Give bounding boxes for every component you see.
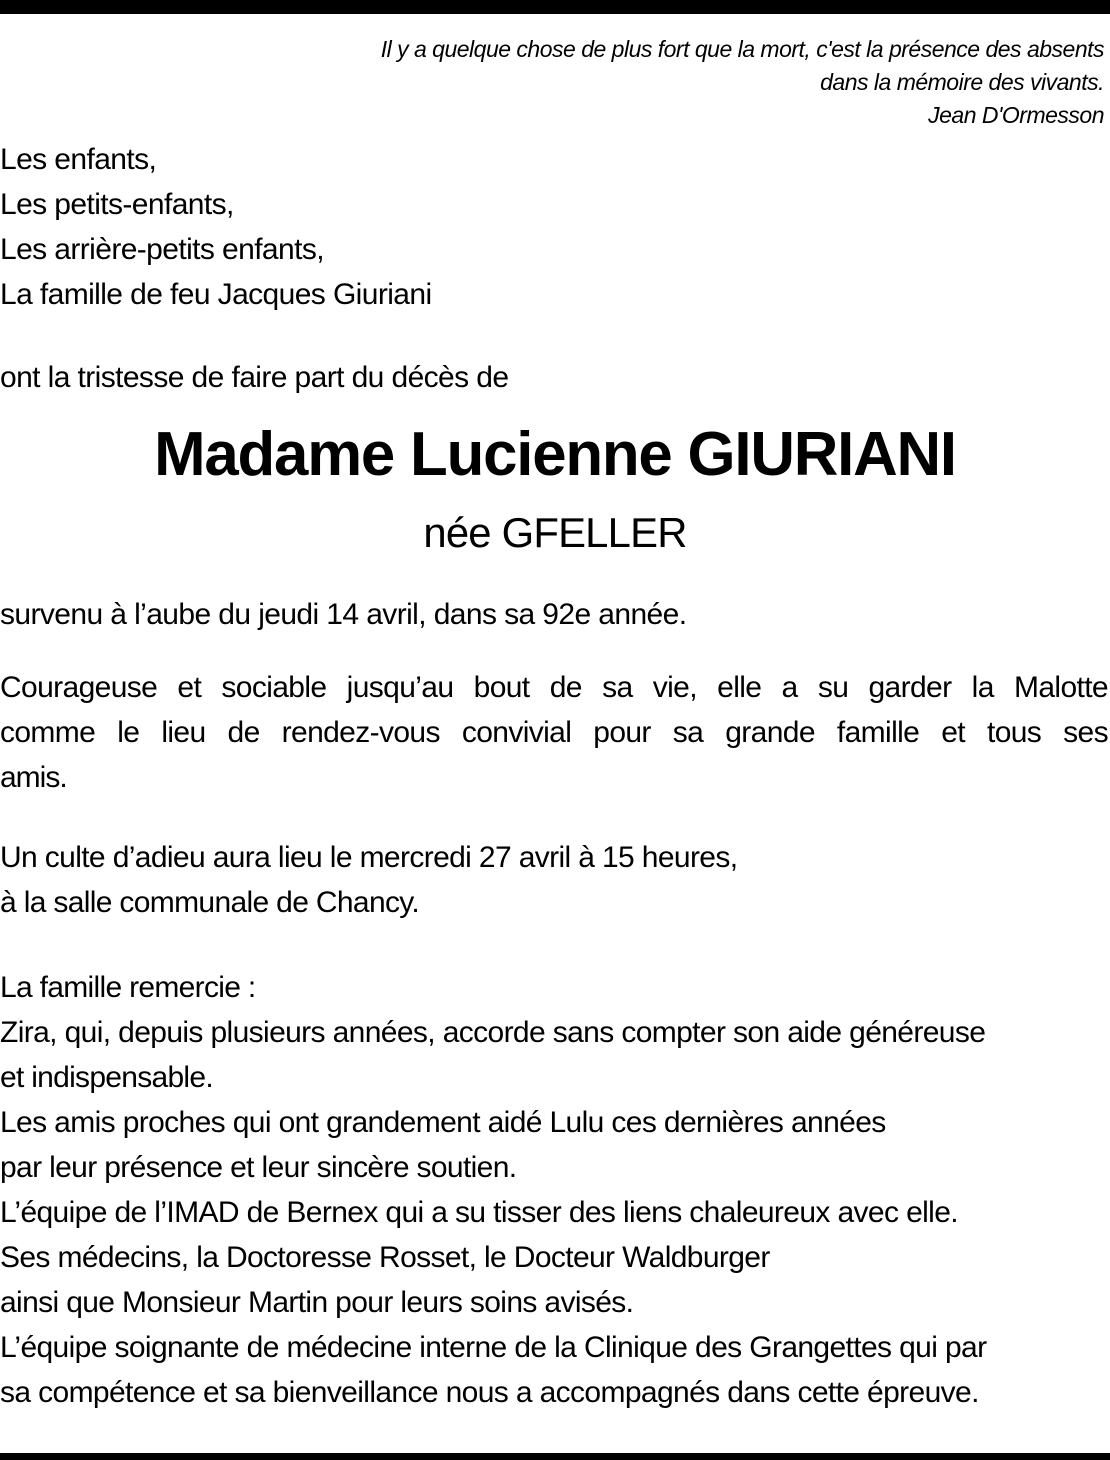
tribute-paragraph bbox=[0, 665, 1108, 800]
thanks-line: ainsi que Monsieur Martin pour leurs soins avisés. bbox=[0, 1286, 634, 1319]
family-line: Les enfants, bbox=[0, 143, 157, 176]
death-notice-line: survenu à l’aube du jeudi 14 avril, dans sa 92e année. bbox=[0, 598, 687, 631]
thanks-line: Zira, qui, depuis plusieurs années, accorde sans compter son aide généreuse bbox=[0, 1016, 986, 1049]
deceased-maiden-name: née GFELLER bbox=[423, 509, 687, 556]
thanks-line: Les amis proches qui ont grandement aidé Lulu ces dernières années bbox=[0, 1106, 886, 1139]
thanks-line: Ses médecins, la Doctoresse Rosset, le Docteur Waldburger bbox=[0, 1241, 770, 1274]
intro-line: ont la tristesse de faire part du décès de bbox=[0, 361, 509, 394]
thanks-line: et indispensable. bbox=[0, 1061, 213, 1094]
thanks-line: par leur présence et leur sincère soutien. bbox=[0, 1151, 517, 1184]
ceremony-paragraph bbox=[0, 835, 1108, 925]
thanks-line: La famille remercie : bbox=[0, 971, 256, 1004]
family-list bbox=[0, 137, 432, 317]
tribute-line: comme le lieu de rendez-vous convivial pour sa grande famille et tous ses bbox=[0, 716, 1108, 749]
thanks-paragraph bbox=[0, 965, 1108, 1415]
thanks-line: sa compétence et sa bienveillance nous a accompagnés dans cette épreuve. bbox=[0, 1376, 979, 1409]
death-notice bbox=[0, 592, 686, 637]
thanks-line: L’équipe soignante de médecine interne de la Clinique des Grangettes qui par bbox=[0, 1331, 987, 1364]
bottom-border-rule bbox=[0, 1453, 1110, 1460]
quote-line: dans la mémoire des vivants. bbox=[820, 69, 1104, 95]
quote-author: Jean D'Ormesson bbox=[928, 102, 1104, 128]
epigraph-quote bbox=[204, 33, 1104, 132]
family-line: Les arrière-petits enfants, bbox=[0, 233, 324, 266]
tribute-line: Courageuse et sociable jusqu’au bout de sa vie, elle a su garder la Malotte bbox=[0, 671, 1108, 704]
family-line: Les petits-enfants, bbox=[0, 188, 234, 221]
family-line: La famille de feu Jacques Giuriani bbox=[0, 278, 432, 311]
quote-line: Il y a quelque chose de plus fort que la mort, c'est la présence des absents bbox=[380, 36, 1104, 62]
ceremony-line: à la salle communale de Chancy. bbox=[0, 886, 420, 919]
announcement-intro bbox=[0, 355, 508, 400]
ceremony-line: Un culte d’adieu aura lieu le mercredi 27 avril à 15 heures, bbox=[0, 841, 738, 874]
top-border-rule bbox=[0, 0, 1110, 14]
thanks-line: L’équipe de l’IMAD de Bernex qui a su tisser des liens chaleureux avec elle. bbox=[0, 1196, 958, 1229]
tribute-line: amis. bbox=[0, 761, 67, 794]
deceased-name: Madame Lucienne GIURIANI bbox=[154, 420, 956, 489]
